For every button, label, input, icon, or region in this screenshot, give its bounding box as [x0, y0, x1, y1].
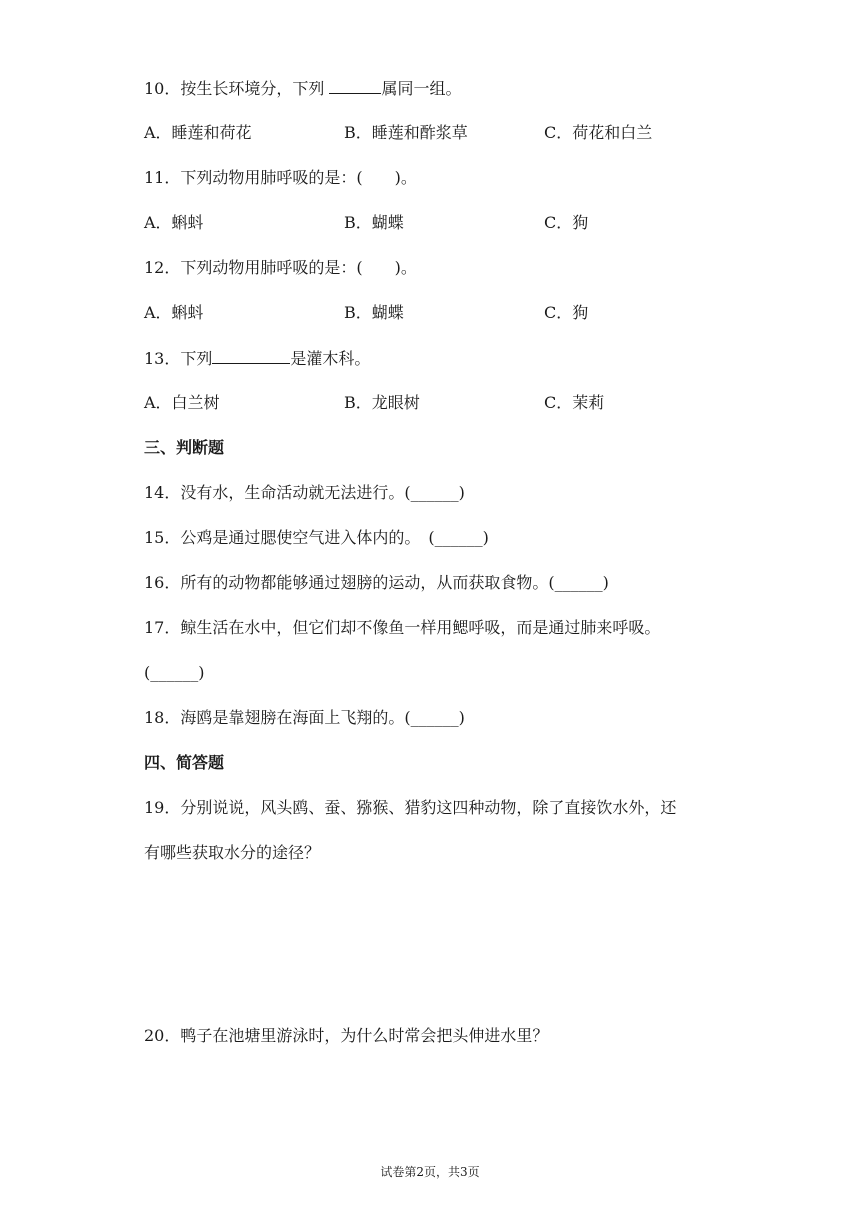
question-17-line-2: (______)	[144, 663, 205, 682]
question-10-stem	[144, 78, 461, 99]
question-12-option-b: B．蝴蝶	[344, 303, 404, 322]
question-17-line-1: 17．鲸生活在水中，但它们却不像鱼一样用鳃呼吸，而是通过肺来呼吸。	[144, 618, 661, 637]
question-11-option-c: C．狗	[544, 213, 589, 232]
question-12-option-c: C．狗	[544, 303, 589, 322]
question-12-option-a: A．蝌蚪	[144, 303, 204, 322]
question-10-blank	[329, 78, 381, 94]
section-heading-short-answer: 四、简答题	[144, 753, 225, 772]
question-19-line-1: 19．分别说说，风头鸥、蚕、猕猴、猎豹这四种动物，除了直接饮水外，还	[144, 798, 677, 817]
question-10-prefix: 10．按生长环境分，下列	[144, 79, 330, 98]
question-13-suffix: 是灌木科。	[290, 349, 371, 368]
question-13-option-c: C．茉莉	[544, 393, 605, 412]
question-15: 15．公鸡是通过腮使空气进入体内的。 (______)	[144, 528, 489, 547]
question-10-suffix: 属同一组。	[381, 79, 462, 98]
question-20: 20．鸭子在池塘里游泳时，为什么时常会把头伸进水里？	[144, 1026, 549, 1045]
question-16: 16．所有的动物都能够通过翅膀的运动，从而获取食物。(______)	[144, 573, 609, 592]
question-13-blank	[212, 348, 290, 364]
question-11-option-a: A．蝌蚪	[144, 213, 204, 232]
question-13-prefix: 13．下列	[144, 349, 213, 368]
question-11-stem: 11．下列动物用肺呼吸的是：( )。	[144, 168, 417, 187]
question-19-line-2: 有哪些获取水分的途径？	[144, 843, 321, 862]
question-13-stem	[144, 348, 370, 369]
question-12-stem: 12．下列动物用肺呼吸的是：( )。	[144, 258, 417, 277]
section-heading-judgement: 三、判断题	[144, 438, 225, 457]
question-11-option-b: B．蝴蝶	[344, 213, 404, 232]
question-10-option-a: A．睡莲和荷花	[144, 123, 252, 142]
question-13-option-a: A．白兰树	[144, 393, 220, 412]
page-footer: 试卷第2页，共3页	[380, 1165, 480, 1179]
question-10-option-c: C．荷花和白兰	[544, 123, 653, 142]
question-10-option-b: B．睡莲和酢浆草	[344, 123, 468, 142]
question-18: 18．海鸥是靠翅膀在海面上飞翔的。(______)	[144, 708, 465, 727]
question-13-option-b: B．龙眼树	[344, 393, 420, 412]
question-14: 14．没有水，生命活动就无法进行。(______)	[144, 483, 465, 502]
